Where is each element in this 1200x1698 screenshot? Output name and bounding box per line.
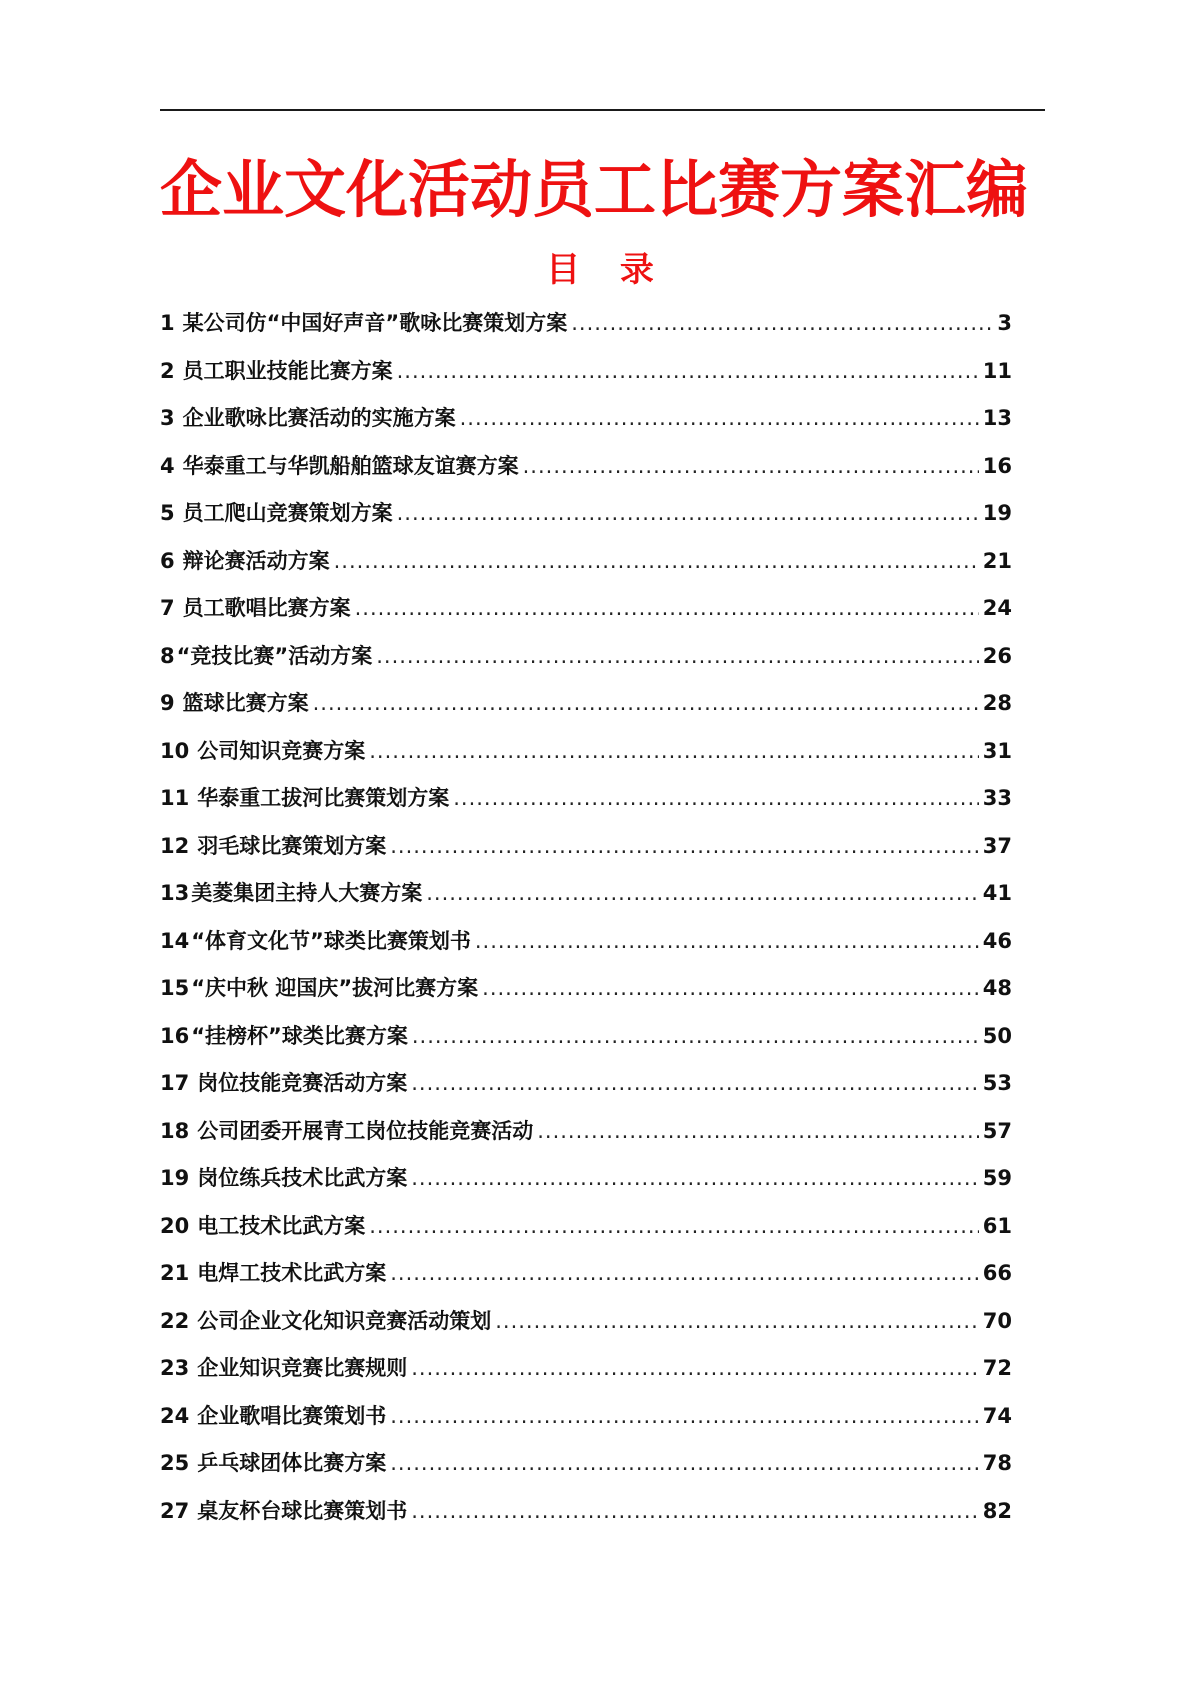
toc-entry-number: 22: [160, 1308, 190, 1333]
toc-dot-leader: [411, 1499, 979, 1523]
toc-entry-page: 70: [982, 1308, 1012, 1333]
toc-entry[interactable]: [160, 1115, 1012, 1163]
toc-entry-title: “竞技比赛”活动方案: [176, 643, 373, 668]
toc-entry[interactable]: [160, 355, 1012, 403]
toc-dot-leader: [355, 596, 979, 620]
toc-dot-leader: [426, 881, 979, 905]
toc-entry-title: 桌友杯台球比赛策划书: [197, 1498, 408, 1523]
toc-dot-leader: [390, 1451, 979, 1475]
toc-entry-page: 41: [982, 881, 1012, 905]
toc-entry-page: 31: [982, 738, 1012, 763]
toc-entry[interactable]: [160, 1162, 1012, 1210]
toc-dot-leader: [411, 1356, 979, 1380]
toc-entry-number: 11: [160, 786, 190, 810]
toc-entry-page: 28: [982, 691, 1012, 715]
toc-dot-leader: [482, 976, 979, 1000]
toc-entry-title: 员工爬山竞赛策划方案: [182, 501, 393, 525]
toc-dot-leader: [571, 311, 993, 335]
toc-entry-title: 辩论赛活动方案: [182, 548, 330, 573]
toc-entry-title: 某公司仿“中国好声音”歌咏比赛策划方案: [182, 311, 568, 335]
toc-entry-number: 25: [160, 1451, 190, 1475]
toc-entry-title: 羽毛球比赛策划方案: [197, 833, 387, 858]
toc-entry-page: 59: [982, 1166, 1012, 1190]
toc-entry-number: 24: [160, 1403, 190, 1428]
document-title: 企业文化活动员工比赛方案汇编: [160, 153, 1029, 226]
toc-entry-number: 19: [160, 1166, 190, 1190]
toc-dot-leader: [495, 1309, 979, 1333]
toc-dot-leader: [460, 406, 979, 430]
toc-entry-number: 16: [160, 1023, 190, 1048]
toc-entry-number: 27: [160, 1498, 190, 1523]
toc-entry-page: 53: [982, 1071, 1012, 1095]
toc-dot-leader: [390, 1261, 979, 1285]
toc-entry-title: 公司知识竞赛方案: [197, 738, 366, 763]
toc-entry[interactable]: [160, 1352, 1012, 1400]
toc-entry-page: 13: [982, 406, 1012, 430]
toc-entry[interactable]: [160, 450, 1012, 498]
toc-entry[interactable]: [160, 830, 1012, 878]
toc-dot-leader: [369, 739, 979, 763]
toc-entry[interactable]: [160, 592, 1012, 640]
toc-entry[interactable]: [160, 640, 1012, 688]
toc-entry-page: 82: [982, 1498, 1012, 1523]
toc-entry[interactable]: [160, 877, 1012, 925]
toc-entry-number: 14: [160, 928, 190, 953]
toc-entry-number: 20: [160, 1213, 190, 1238]
toc-entry-number: 3: [160, 406, 175, 430]
toc-entry-page: 74: [982, 1403, 1012, 1428]
toc-entry[interactable]: [160, 1210, 1012, 1258]
toc-dot-leader: [369, 1214, 979, 1238]
toc-entry-page: 61: [982, 1213, 1012, 1238]
toc-entry-title: 企业知识竞赛比赛规则: [197, 1356, 408, 1380]
toc-entry-title: 企业歌咏比赛活动的实施方案: [182, 406, 456, 430]
toc-entry-title: 华泰重工与华凯船舶篮球友谊赛方案: [182, 453, 519, 478]
toc-entry[interactable]: [160, 1257, 1012, 1305]
toc-entry-number: 12: [160, 833, 190, 858]
toc-entry-number: 15: [160, 976, 190, 1000]
header-rule: [160, 109, 1045, 111]
toc-entry-title: 篮球比赛方案: [182, 691, 309, 715]
toc-dot-leader: [475, 929, 979, 953]
toc-dot-leader: [412, 1024, 979, 1048]
toc-entry-page: 26: [982, 643, 1012, 668]
toc-entry[interactable]: [160, 497, 1012, 545]
toc-entry-number: 13: [160, 881, 190, 905]
toc-entry[interactable]: [160, 1020, 1012, 1068]
toc-entry-number: 9: [160, 691, 175, 715]
toc-dot-leader: [390, 1404, 979, 1428]
toc-dot-leader: [397, 359, 979, 383]
toc-entry-title: 美菱集团主持人大赛方案: [191, 881, 423, 905]
toc-entry-number: 4: [160, 453, 175, 478]
toc-entry[interactable]: [160, 1400, 1012, 1448]
toc-entry[interactable]: [160, 1305, 1012, 1353]
toc-entry-number: 2: [160, 358, 175, 383]
toc-entry-title: 乒乓球团体比赛方案: [197, 1451, 387, 1475]
toc-entry-number: 1: [160, 311, 175, 335]
toc-dot-leader: [411, 1071, 979, 1095]
toc-dot-leader: [397, 501, 979, 525]
table-of-contents: [160, 307, 1012, 1542]
toc-entry[interactable]: [160, 402, 1012, 450]
toc-entry-page: 16: [982, 453, 1012, 478]
toc-entry-page: 46: [982, 928, 1012, 953]
toc-dot-leader: [334, 549, 979, 573]
toc-entry[interactable]: [160, 925, 1012, 973]
toc-heading: 目 录: [546, 250, 668, 290]
toc-entry-page: 37: [982, 833, 1012, 858]
toc-entry-page: 48: [982, 976, 1012, 1000]
toc-entry[interactable]: [160, 1447, 1012, 1495]
toc-entry-title: 电焊工技术比武方案: [197, 1261, 387, 1285]
toc-dot-leader: [376, 644, 979, 668]
toc-dot-leader: [453, 786, 979, 810]
toc-dot-leader: [411, 1166, 979, 1190]
toc-entry-title: 电工技术比武方案: [197, 1213, 366, 1238]
toc-entry-page: 33: [982, 786, 1012, 810]
toc-entry-page: 19: [982, 501, 1012, 525]
toc-entry-page: 72: [982, 1356, 1012, 1380]
toc-entry[interactable]: [160, 972, 1012, 1020]
toc-dot-leader: [390, 834, 979, 858]
toc-entry-title: 华泰重工拔河比赛策划方案: [197, 786, 450, 810]
toc-entry-title: 员工歌唱比赛方案: [182, 596, 351, 620]
toc-dot-leader: [313, 691, 979, 715]
toc-entry-number: 21: [160, 1261, 190, 1285]
toc-entry[interactable]: [160, 735, 1012, 783]
toc-entry-number: 6: [160, 548, 175, 573]
toc-entry-title: “体育文化节”球类比赛策划书: [191, 928, 471, 953]
toc-entry[interactable]: [160, 307, 1012, 355]
toc-dot-leader: [523, 454, 979, 478]
toc-entry-number: 7: [160, 596, 175, 620]
toc-entry-title: 公司企业文化知识竞赛活动策划: [197, 1308, 492, 1333]
toc-entry-number: 5: [160, 501, 175, 525]
toc-dot-leader: [537, 1119, 979, 1143]
toc-entry-title: 岗位练兵技术比武方案: [197, 1166, 408, 1190]
toc-entry-page: 11: [982, 358, 1012, 383]
toc-entry-page: 57: [982, 1118, 1012, 1143]
toc-entry-title: 公司团委开展青工岗位技能竞赛活动: [197, 1118, 534, 1143]
toc-entry[interactable]: [160, 1067, 1012, 1115]
toc-entry-number: 17: [160, 1071, 190, 1095]
toc-entry-title: “挂榜杯”球类比赛方案: [191, 1023, 408, 1048]
toc-entry[interactable]: [160, 545, 1012, 593]
toc-entry-page: 3: [997, 311, 1012, 335]
toc-entry-page: 50: [982, 1023, 1012, 1048]
toc-entry-title: 岗位技能竞赛活动方案: [197, 1071, 408, 1095]
toc-entry[interactable]: [160, 1495, 1012, 1543]
toc-entry[interactable]: [160, 687, 1012, 735]
toc-entry-number: 18: [160, 1118, 190, 1143]
toc-entry-page: 24: [982, 596, 1012, 620]
toc-entry-page: 21: [982, 548, 1012, 573]
toc-entry-title: 企业歌唱比赛策划书: [197, 1403, 387, 1428]
toc-entry-page: 66: [982, 1261, 1012, 1285]
toc-entry[interactable]: [160, 782, 1012, 830]
toc-entry-page: 78: [982, 1451, 1012, 1475]
toc-entry-title: “庆中秋 迎国庆”拔河比赛方案: [191, 976, 479, 1000]
toc-entry-number: 23: [160, 1356, 190, 1380]
toc-entry-number: 10: [160, 738, 190, 763]
toc-entry-number: 8: [160, 643, 175, 668]
toc-entry-title: 员工职业技能比赛方案: [182, 358, 393, 383]
